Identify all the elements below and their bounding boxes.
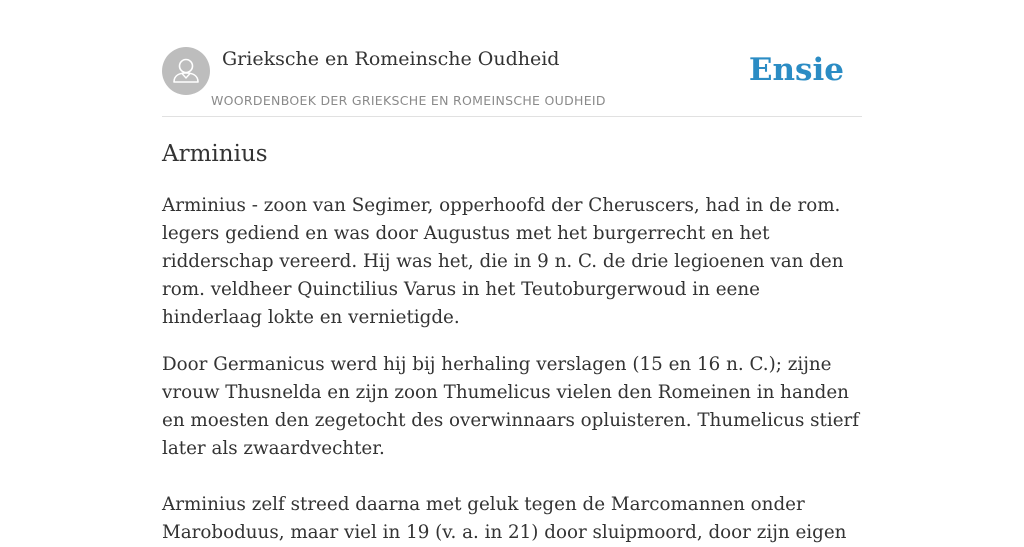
brand-logo[interactable]: Ensie [748,52,844,88]
entry-title: Arminius [162,141,268,167]
entry-paragraph: Arminius zelf streed daarna met geluk tegen de Marcomannen onder Maroboduus, maar viel in 19 (v. a. in 21) door sluipmoord, door zijn eigen [162,494,847,543]
person-outline-icon [162,47,210,95]
entry-paragraph: Door Germanicus werd hij bij herhaling verslagen (15 en 16 n. C.); zijne vrouw Thusnelda en zijn zoon Thumelicus vielen den Romeinen in handen en moesten den zegetocht des overwinnaars opluisteren. Thumelicus stierf later als zwaardvechter. [162,354,860,459]
source-subtitle[interactable]: WOORDENBOEK DER GRIEKSCHE EN ROMEINSCHE OUDHEID [211,93,606,108]
source-header [162,46,862,117]
entry-paragraph: Arminius - zoon van Segimer, opperhoofd der Cheruscers, had in de rom. legers gediend en was door Augustus met het burgerrecht en het ridderschap vereerd. Hij was het, die in 9 n. C. de drie legioenen van den rom. veldheer Quinctilius Varus in het Teutoburgerwoud in eene hinderlaag lokte en vernietigde. [162,195,844,328]
user-avatar-icon[interactable] [162,47,210,95]
source-title[interactable]: Grieksche en Romeinsche Oudheid [222,48,560,70]
entry-content [162,138,862,547]
entry-body [162,192,862,547]
